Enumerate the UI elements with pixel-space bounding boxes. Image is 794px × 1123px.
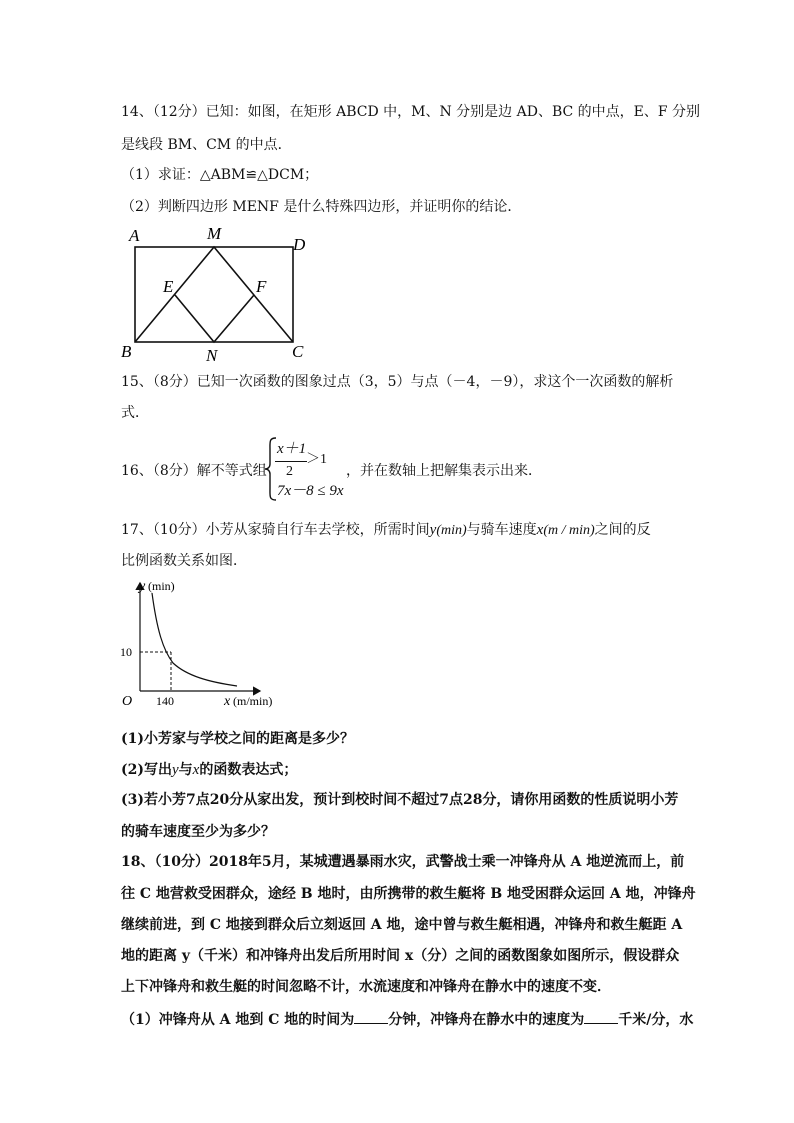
graph-y-tick: 10	[120, 645, 132, 659]
q14-line1: 14、（12分）已知：如图，在矩形 ABCD 中，M、N 分别是边 AD、BC 的中点，E、F 分别	[121, 104, 701, 120]
q17-x-var: x	[536, 522, 544, 538]
q17-sub3: (3)若小芳7点20分从家出发，预计到校时间不超过7点28分，请你用函数的性质说明小芳	[121, 792, 679, 808]
q15-line2: 式．	[121, 405, 149, 421]
graph-x-label: x	[224, 694, 231, 709]
q14-line2: 是线段 BM、CM 的中点．	[121, 137, 292, 153]
inverse-curve	[152, 593, 237, 686]
label-A: A	[129, 226, 140, 245]
q18-line1: 18、（10分）2018年5月，某城遭遇暴雨水灾，武警战士乘一冲锋舟从 A 地逆流而上，前	[121, 854, 685, 870]
q17-y-var: y	[429, 522, 437, 538]
answer-blank-2[interactable]	[584, 1009, 618, 1024]
q18-line4: 地的距离 y（千米）和冲锋舟出发后所用时间 x（分）之间的函数图象如图所示，假设群众	[121, 948, 680, 964]
label-M: M	[207, 224, 222, 243]
q17-line2: 比例函数关系如图．	[121, 553, 247, 569]
graph-origin: O	[122, 694, 133, 709]
q17-sub2	[121, 760, 297, 780]
q18-sub1	[121, 1009, 693, 1030]
graph-x-unit: (m/min)	[233, 694, 273, 708]
label-F: F	[256, 277, 267, 296]
q17-sub2-y: y	[172, 762, 179, 778]
q15-line1: 15、（8分）已知一次函数的图象过点（3，5）与点（－4，－9），求这个一次函数的解析	[121, 374, 674, 390]
graph-y-unit: (min)	[148, 579, 175, 593]
label-B: B	[121, 342, 132, 361]
inverse-function-graph	[115, 572, 315, 712]
q16-gt1: ＞1	[306, 452, 327, 467]
graph-y-label: y	[139, 579, 146, 594]
q17-sub3-2: 的骑车速度至少为多少？	[121, 824, 275, 840]
q17-sub2-a: (2)写出	[121, 762, 172, 778]
label-D: D	[293, 235, 306, 254]
label-E: E	[163, 277, 174, 296]
q18-line2: 往 C 地营救受困群众，途经 B 地时，由所携带的救生艇将 B 地受困群众运回 A 地，冲锋舟	[121, 886, 696, 902]
q18-sub1-b: 分钟，冲锋舟在静水中的速度为	[388, 1012, 585, 1028]
q14-sub1: （1）求证：△ABM≌△DCM；	[121, 167, 319, 183]
q16-ineq2: 7x－8 ≤ 9x	[277, 483, 344, 499]
q16-frac-den: 2	[286, 464, 293, 479]
q17-y-unit: (min)	[436, 523, 467, 538]
graph-x-tick: 140	[156, 694, 174, 708]
q18-sub1-c: 千米/分，水	[618, 1012, 694, 1028]
q16-suffix: ，并在数轴上把解集表示出来．	[346, 463, 542, 479]
q17-sub2-x: x	[192, 762, 200, 778]
q16-frac-num: x＋1	[277, 441, 307, 457]
q18-sub1-a: （1）冲锋舟从 A 地到 C 地的时间为	[121, 1012, 355, 1028]
q14-sub2: （2）判断四边形 MENF 是什么特殊四边形，并证明你的结论．	[121, 199, 522, 215]
q17-sub2-c: 的函数表达式；	[199, 762, 298, 778]
q18-line5: 上下冲锋舟和救生艇的时间忽略不计，水流速度和冲锋舟在静水中的速度不变．	[121, 979, 611, 995]
answer-blank-1[interactable]	[354, 1009, 388, 1024]
q17-line1	[121, 520, 651, 541]
q17-x-unit: (m / min)	[543, 523, 595, 538]
q17-sub1: (1)小芳家与学校之间的距离是多少？	[121, 731, 354, 747]
q18-line3: 继续前进，到 C 地接到群众后立刻返回 A 地，途中曾与救生艇相遇，冲锋舟和救生艇距 A	[121, 917, 683, 933]
q17-sub2-b: 与	[178, 762, 193, 778]
q17-line1-c: 之间的反	[594, 522, 651, 538]
label-N: N	[206, 346, 218, 365]
q16-prefix: 16、（8分）解不等式组	[121, 463, 267, 479]
rectangle-figure	[110, 220, 320, 365]
q17-line1-b: 与骑车速度	[466, 522, 537, 538]
q17-line1-a: 17、（10分）小芳从家骑自行车去学校，所需时间	[121, 522, 430, 538]
label-C: C	[292, 342, 304, 361]
